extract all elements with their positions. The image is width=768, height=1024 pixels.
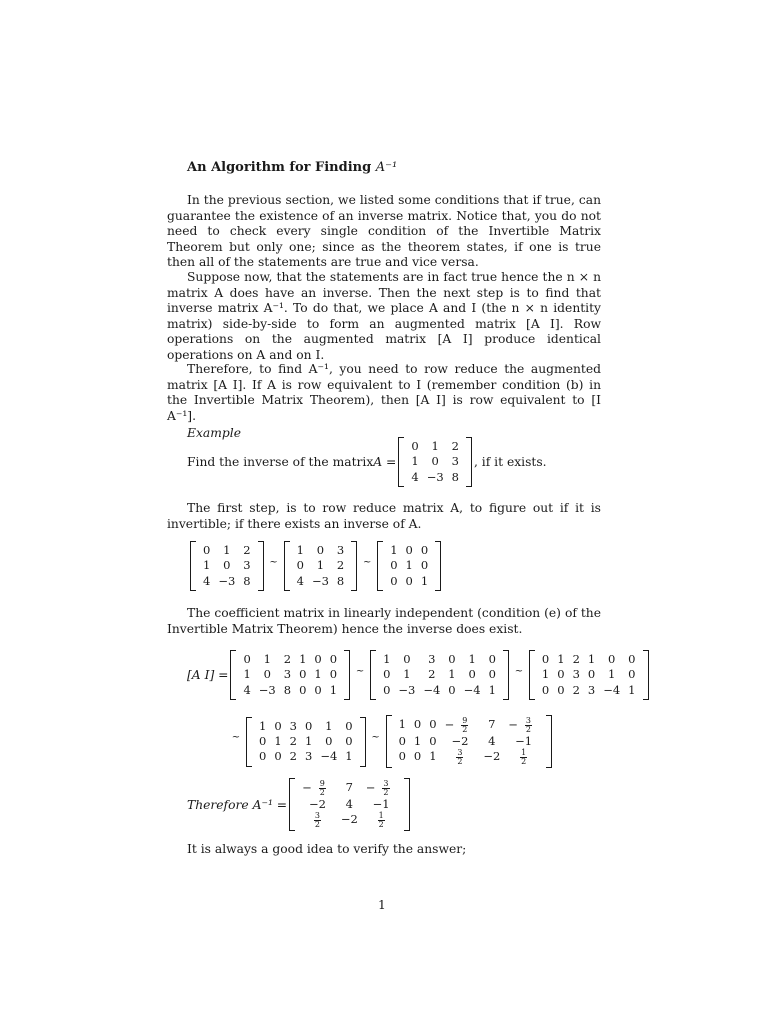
- row-equivalent-symbol: ~: [371, 732, 380, 744]
- page-number: 1: [378, 898, 386, 912]
- matrix-entry: 0: [488, 652, 496, 666]
- matrix-entry: 8: [451, 469, 459, 484]
- matrix-entry: 3: [428, 652, 436, 666]
- row-equivalent-symbol: ~: [269, 556, 278, 568]
- matrix-entry: − $\frac{9}{2}$: [302, 779, 325, 797]
- matrix-entry: 2: [428, 667, 436, 682]
- matrix-entry: 1: [403, 667, 411, 682]
- matrix-entry: 0: [628, 652, 636, 666]
- augmented-row-1: [187, 650, 651, 700]
- matrix-entry: 2: [336, 558, 345, 573]
- matrix-entry: 3: [572, 667, 580, 682]
- matrix-entry: 1: [383, 652, 391, 666]
- augmented-matrix-1: [370, 650, 509, 700]
- matrix-entry: 0: [274, 718, 282, 733]
- matrix-entry: 1: [316, 558, 325, 573]
- matrix-A-copy: [190, 541, 264, 591]
- matrix-entry: 7: [488, 717, 496, 731]
- matrix-entry: 0: [541, 682, 550, 697]
- matrix-entry: −4: [320, 749, 338, 764]
- matrix-entry: 0: [608, 652, 616, 666]
- matrix-entry: −3: [311, 573, 329, 588]
- matrix-entry: 0: [413, 749, 422, 764]
- matrix-entry: 0: [259, 734, 267, 748]
- matrix-entry: 8: [336, 573, 345, 588]
- matrix-entry: 0: [448, 682, 456, 697]
- matrix-entry: 0: [329, 652, 338, 666]
- matrix-entry: 1: [299, 652, 307, 666]
- matrix-entry: 0: [587, 667, 596, 682]
- matrix-entry: 1: [628, 682, 636, 697]
- step1-paragraph: The first step, is to row reduce matrix A, to figure out if it is invertible; if there exists an inverse of A.: [167, 501, 601, 531]
- matrix-entry: −4: [603, 682, 621, 697]
- example-prompt: [187, 437, 547, 487]
- matrix-entry: 4: [411, 469, 419, 484]
- row-equivalent-symbol: ~: [514, 665, 524, 677]
- matrix-entry: − $\frac{9}{2}$: [444, 716, 468, 734]
- therefore-label: Therefore A⁻¹ =: [187, 797, 288, 812]
- matrix-entry: −3: [258, 682, 276, 697]
- matrix-entry: 4: [345, 797, 353, 811]
- matrix-entry: 0: [557, 682, 565, 697]
- row-equivalent-symbol: ~: [363, 556, 372, 568]
- matrix-entries: [290, 541, 352, 591]
- matrix-entry: 0: [390, 558, 398, 573]
- matrix-entry: 1: [413, 734, 422, 748]
- matrix-entry: 1: [304, 734, 313, 748]
- matrix-entry: 1: [314, 667, 322, 682]
- matrix-entry: $\frac{1}{2}$: [521, 748, 527, 767]
- matrix-entries: [376, 650, 503, 700]
- augmented-matrix-2: [529, 650, 649, 700]
- matrix-entry: 1: [263, 652, 271, 666]
- matrix-entries: [383, 541, 435, 591]
- matrix-entry: 0: [390, 573, 398, 588]
- matrix-entry: 1: [243, 667, 251, 682]
- matrix-entry: −3: [218, 573, 236, 588]
- matrix-entry: 0: [448, 652, 456, 666]
- closing-paragraph: It is always a good idea to verify the answer;: [187, 842, 467, 856]
- matrix-entry: 1: [405, 558, 413, 573]
- augmented-label: [A I] =: [187, 668, 229, 683]
- matrix-entry: − $\frac{3}{2}$: [508, 716, 531, 734]
- matrix-entry: 1: [468, 652, 476, 666]
- paragraph-1: In the previous section, we listed some conditions that if true, can guarantee the existence of an inverse matrix. Notice that, you do not need to check every single condition of the Invertible Matrix Theorem but only one; since as the theorem states, if one is true then all of the statements are true and vice versa.: [167, 193, 601, 270]
- matrix-entry: −2: [340, 812, 358, 827]
- matrix-entry: 8: [283, 682, 292, 697]
- matrix-entry: 0: [431, 454, 439, 469]
- matrix-entry: 0: [398, 734, 406, 748]
- matrix-entry: 0: [274, 749, 282, 764]
- matrix-entry: 0: [628, 667, 636, 682]
- example-matrix-label: A =: [373, 455, 397, 470]
- inverse-matrix: [289, 778, 409, 831]
- row-equivalent-symbol: ~: [231, 732, 241, 744]
- matrix-entry: 1: [325, 718, 333, 733]
- paragraph-2: Suppose now, that the statements are in fact true hence the n × n matrix A does have an inverse. Then the next step is to find that inverse matrix A⁻¹. To do that, we place A and I (the n × n identity matrix) side-by-side to form an augmented matrix [A I]. Row operations on the augmented matrix [A I] produce identical operations on A and on I.: [167, 270, 601, 362]
- matrix-entry: 1: [587, 652, 596, 666]
- matrix-entry: 0: [223, 558, 231, 573]
- matrix-entry: −4: [423, 682, 441, 697]
- matrix-entry: −3: [426, 469, 444, 484]
- reduction-row-1: [188, 541, 443, 591]
- matrix-entry: −2: [308, 797, 326, 811]
- right-bracket: [546, 715, 552, 768]
- right-bracket: [643, 650, 649, 700]
- matrix-entries: [252, 717, 360, 767]
- matrix-entry: 3: [243, 558, 251, 573]
- matrix-entry: −2: [451, 734, 469, 748]
- matrix-entries: [295, 778, 403, 831]
- matrix-entry: 2: [243, 543, 251, 557]
- matrix-entry: 0: [557, 667, 565, 682]
- matrix-entry: 0: [263, 667, 271, 682]
- matrix-entry: 3: [336, 543, 345, 557]
- matrix-entry: 4: [296, 573, 304, 588]
- matrix-entries: [392, 715, 546, 768]
- matrix-entry: 0: [420, 558, 429, 573]
- matrix-entry: 2: [283, 652, 292, 666]
- matrix-entry: $\frac{3}{2}$: [314, 811, 320, 830]
- matrix-entry: − $\frac{3}{2}$: [365, 779, 389, 797]
- matrix-entry: 1: [296, 543, 304, 557]
- augmented-matrix-4: [386, 715, 552, 768]
- matrix-entry: 0: [411, 439, 419, 453]
- right-bracket: [503, 650, 509, 700]
- matrix-entry: 0: [304, 718, 313, 733]
- heading-text: An Algorithm for Finding: [187, 160, 376, 175]
- augmented-matrix-0: [230, 650, 350, 700]
- matrix-entry: 1: [223, 543, 231, 557]
- matrix-entry: 4: [203, 573, 211, 588]
- matrix-entry: 0: [299, 682, 307, 697]
- matrix-entry: 0: [468, 667, 476, 682]
- right-bracket: [435, 541, 441, 591]
- matrix-entry: −1: [515, 734, 533, 748]
- matrix-entry: 0: [405, 543, 413, 557]
- matrix-entry: 1: [345, 749, 353, 764]
- matrix-entry: 0: [316, 543, 325, 557]
- matrix-entry: 3: [304, 749, 313, 764]
- matrix-entry: 0: [345, 718, 353, 733]
- matrix-entry: 0: [314, 652, 322, 666]
- matrix-entry: 0: [329, 667, 338, 682]
- matrix-entry: 0: [488, 667, 496, 682]
- matrix-entry: 0: [413, 717, 422, 731]
- matrix-entry: 1: [488, 682, 496, 697]
- matrix-entry: 1: [203, 558, 211, 573]
- matrix-entry: 1: [329, 682, 338, 697]
- heading-math: A⁻¹: [375, 160, 398, 175]
- matrix-entry: $\frac{3}{2}$: [457, 748, 463, 767]
- matrix-entry: 3: [283, 667, 292, 682]
- matrix-entry: 3: [587, 682, 596, 697]
- paragraph-3: Therefore, to find A⁻¹, you need to row reduce the augmented matrix [A I]. If A is row equivalent to I (remember condition (b) in the Invertible Matrix Theorem), then [A I] is row equivalent to [I A⁻¹].: [167, 362, 601, 423]
- matrix-A: [398, 437, 472, 487]
- matrix-entry: 3: [289, 718, 297, 733]
- matrix-entry: 0: [299, 667, 307, 682]
- matrix-entry: 1: [608, 667, 616, 682]
- matrix-entry: 1: [448, 667, 456, 682]
- matrix-entry: 0: [541, 652, 550, 666]
- right-bracket: [344, 650, 350, 700]
- matrix-entry: 0: [243, 652, 251, 666]
- matrix-entry: 0: [405, 573, 413, 588]
- matrix-entry: 0: [403, 652, 411, 666]
- identity-matrix: [377, 541, 441, 591]
- matrix-entry: 0: [429, 717, 437, 731]
- matrix-entry: 1: [541, 667, 550, 682]
- matrix-entry: 1: [390, 543, 398, 557]
- right-bracket: [404, 778, 410, 831]
- matrix-entry: 0: [325, 734, 333, 748]
- matrix-step1: [284, 541, 358, 591]
- matrix-entry: 0: [203, 543, 211, 557]
- matrix-entry: −4: [463, 682, 481, 697]
- matrix-entry: 1: [274, 734, 282, 748]
- matrix-entry: 1: [429, 749, 437, 764]
- matrix-entry: 0: [314, 682, 322, 697]
- right-bracket: [258, 541, 264, 591]
- matrix-entry: 4: [243, 682, 251, 697]
- matrix-entry: −1: [372, 797, 390, 811]
- matrix-entry: 1: [259, 718, 267, 733]
- right-bracket: [360, 717, 366, 767]
- example-prompt-text: Find the inverse of the matrix: [187, 455, 374, 470]
- row-equivalent-symbol: ~: [355, 665, 365, 677]
- right-bracket: [466, 437, 472, 487]
- matrix-entry: 0: [429, 734, 437, 748]
- matrix-entries: [535, 650, 643, 700]
- matrix-entry: 2: [572, 682, 580, 697]
- matrix-entry: 2: [451, 439, 459, 453]
- matrix-entry: 0: [398, 749, 406, 764]
- matrix-entry: 0: [345, 734, 353, 748]
- matrix-entries: [236, 650, 344, 700]
- matrix-entry: 1: [420, 573, 429, 588]
- example-prompt-suffix: , if it exists.: [473, 455, 547, 470]
- matrix-entry: 0: [296, 558, 304, 573]
- inverse-result: [187, 778, 412, 831]
- augmented-row-2: [228, 715, 554, 768]
- matrix-entry: 0: [383, 667, 391, 682]
- matrix-entry: 8: [243, 573, 251, 588]
- matrix-entry: 1: [411, 454, 419, 469]
- step2-paragraph: The coefficient matrix in linearly independent (condition (e) of the Invertible Matrix Theorem) hence the inverse does exist.: [167, 606, 601, 636]
- matrix-entry: 1: [431, 439, 439, 453]
- matrix-entry: 0: [420, 543, 429, 557]
- section-heading: [187, 160, 397, 175]
- matrix-entry: −2: [483, 749, 501, 764]
- matrix-entry: 2: [289, 734, 297, 748]
- right-bracket: [351, 541, 357, 591]
- augmented-matrix-3: [246, 717, 366, 767]
- matrix-entry: 7: [345, 780, 353, 794]
- matrix-entry: 1: [398, 717, 406, 731]
- matrix-entry: 4: [488, 734, 496, 748]
- matrix-entry: −3: [398, 682, 416, 697]
- example-label: Example: [187, 426, 241, 440]
- matrix-entries: [404, 437, 466, 487]
- matrix-entry: 2: [289, 749, 297, 764]
- matrix-entry: 3: [451, 454, 459, 469]
- matrix-entry: 1: [557, 652, 565, 666]
- matrix-entry: $\frac{1}{2}$: [378, 811, 384, 830]
- matrix-entries: [196, 541, 258, 591]
- matrix-entry: 2: [572, 652, 580, 666]
- matrix-entry: 0: [259, 749, 267, 764]
- matrix-entry: 0: [383, 682, 391, 697]
